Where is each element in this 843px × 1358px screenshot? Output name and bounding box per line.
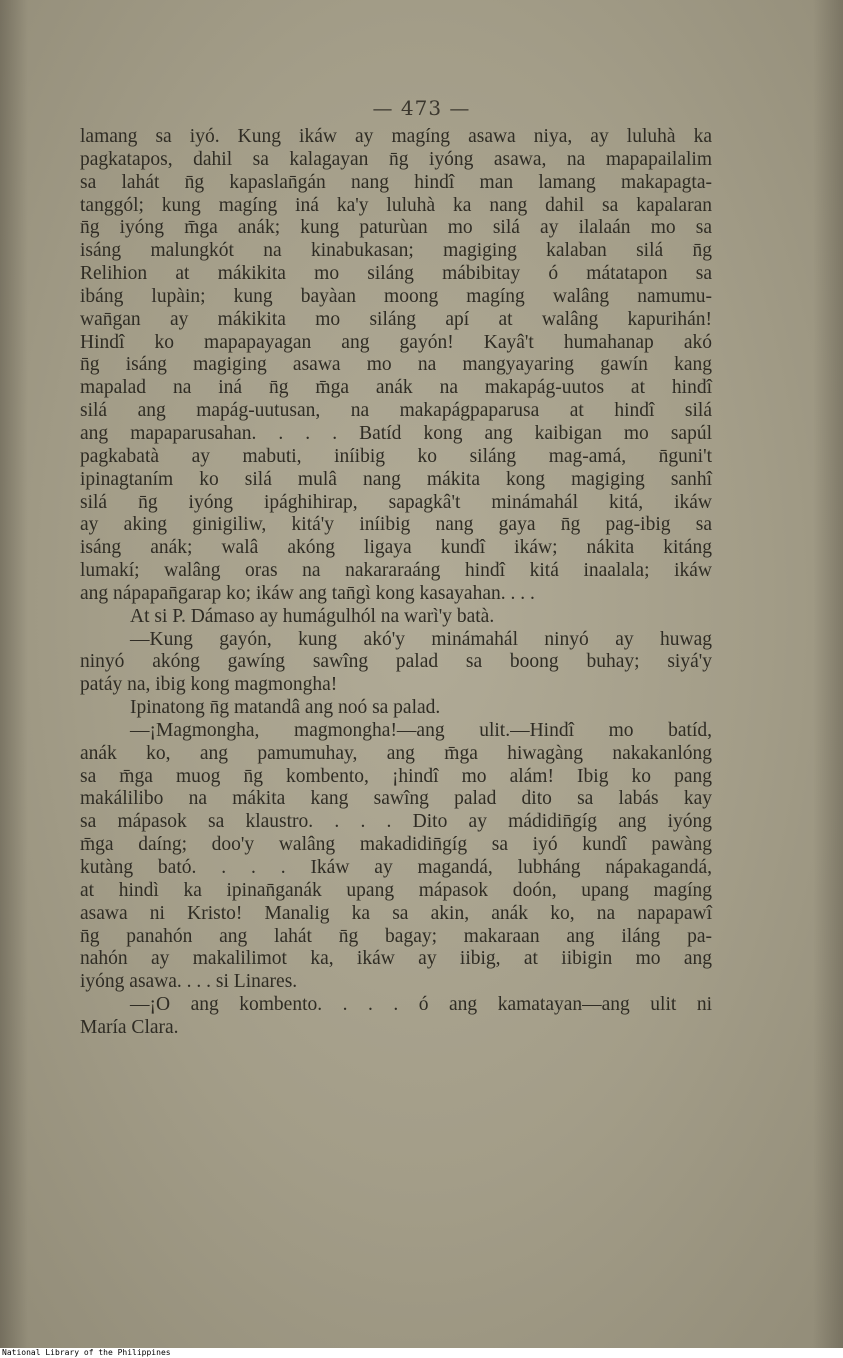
text-line: wan̄gan ay mákikita mo siláng apí at walâng kapurihán! (80, 308, 712, 330)
text-line: m̄ga daíng; doo'y walâng makadidin̄gíg sa iyó kundî pawàng (80, 834, 712, 856)
page-edge-shadow (813, 0, 843, 1348)
text-line: isáng anák; walâ akóng ligaya kundî ikáw; nákita kitáng (80, 537, 712, 559)
text-line: asawa ni Kristo! Manalig ka sa akin, anák ko, na napapawî (80, 902, 712, 924)
text-line: silá n̄g iyóng ipághihirap, sapagkâ't minámahál kitá, ikáw (80, 491, 712, 513)
text-line: pagkabatà ay mabuti, iníibig ko siláng mag-amá, n̄guni't (80, 445, 712, 467)
text-line: mapalad na iná n̄g m̄ga anák na makapág-uutos at hindî (80, 377, 712, 399)
text-line: silá ang mapág-uutusan, na makapágpaparusa at hindî silá (80, 400, 712, 422)
text-line: kutàng bató. . . . Ikáw ay magandá, lubháng nápakagandá, (80, 857, 712, 878)
text-line: ang nápapan̄garap ko; ikáw ang tan̄gì kong kasayahan. . . . (80, 582, 535, 604)
text-line: iyóng asawa. . . . si Linares. (80, 971, 298, 993)
page-gutter-shadow (0, 0, 28, 1348)
text-line: n̄g panahón ang lahát n̄g bagay; makaraan ang iláng pa- (80, 925, 712, 947)
text-line: pagkatapos, dahil sa kalagayan n̄g iyóng asawa, na mapapailalim (80, 148, 712, 170)
text-line: María Clara. (80, 1016, 179, 1038)
text-line: At si P. Dámaso ay humágulhól na warì'y batà. (130, 605, 495, 627)
body-text (80, 126, 712, 1040)
text-line: Ipinatong n̄g matandâ ang noó sa palad. (130, 697, 441, 719)
text-line: patáy na, ibig kong magmongha! (80, 674, 338, 696)
text-line: ang mapaparusahan. . . . Batíd kong ang kaibigan mo sapúl (80, 422, 712, 444)
text-line: sa mápasok sa klaustro. . . . Dito ay mádidin̄gíg ang iyóng (80, 811, 712, 833)
text-line: anák ko, ang pamumuhay, ang m̄ga hiwagàng nakakanlóng (80, 742, 712, 764)
text-line: —¡O ang kombento. . . . ó ang kamatayan—ang ulit ni (130, 994, 712, 1016)
text-line: Relihion at mákikita mo siláng mábibitay ó mátatapon sa (80, 263, 712, 285)
text-line: nahón ay makalilimot ka, ikáw ay iibig, at iibigin mo ang (80, 948, 712, 970)
text-line: ibáng lupàin; kung bayàan moong magíng walâng namumu- (80, 285, 712, 307)
text-line: Hindî ko mapapayagan ang gayón! Kayâ't humahanap akó (80, 331, 712, 353)
text-line: ay aking ginigiliw, kitá'y iníibig nang gaya n̄g pag-ibig sa (80, 514, 712, 536)
text-line: —¡Magmongha, magmongha!—ang ulit.—Hindî mo batíd, (130, 719, 712, 741)
page-number: — 473 — (372, 96, 471, 120)
text-line: lumakí; walâng oras na nakararaáng hindî kitá inaalala; ikáw (80, 560, 712, 582)
text-line: tanggól; kung magíng iná ka'y luluhà ka nang dahil sa kapalaran (80, 194, 712, 216)
text-line: sa lahát n̄g kapaslan̄gán nang hindî man lamang makapagta- (80, 171, 712, 193)
text-line: sa m̄ga muog n̄g kombento, ¡hindî mo alám! Ibig ko pang (80, 765, 712, 787)
text-line: at hindì ka ipinan̄ganák upang mápasok doón, upang magíng (80, 879, 712, 901)
text-line: ninyó akóng gawíng sawîng palad sa boong buhay; siyá'y (80, 651, 712, 673)
text-line: makálilibo na mákita kang sawîng palad dito sa labás kay (80, 788, 712, 810)
text-line: lamang sa iyó. Kung ikáw ay magíng asawa niya, ay luluhà ka (80, 126, 712, 147)
footer-credit-text: National Library of the Philippines (2, 1348, 171, 1357)
text-line: —Kung gayón, kung akó'y minámahál ninyó ay huwag (130, 628, 712, 650)
text-line: isáng malungkót na kinabukasan; magiging kalaban silá n̄g (80, 240, 712, 262)
text-line: n̄g iyóng m̄ga anák; kung paturùan mo silá ay ilalaán mo sa (80, 217, 712, 239)
footer-credit-bar (0, 1348, 843, 1358)
text-line: ipinagtaním ko silá mulâ nang mákita kong magiging sanhî (80, 468, 712, 490)
text-line: n̄g isáng magiging asawa mo na mangyayaring gawín kang (80, 354, 712, 376)
